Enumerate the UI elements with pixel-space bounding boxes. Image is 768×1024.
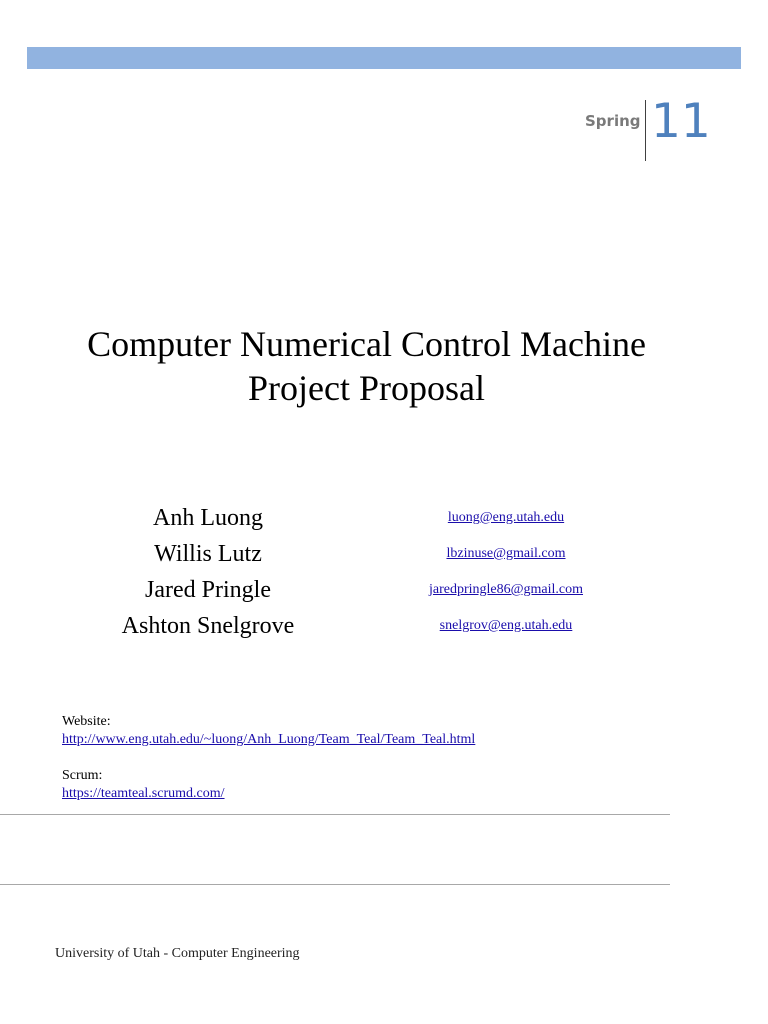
author-name: Willis Lutz xyxy=(154,540,262,567)
year-label: 11 xyxy=(651,94,711,149)
author-row xyxy=(60,608,700,644)
horizontal-rule xyxy=(0,884,670,885)
author-email-link[interactable]: jaredpringle86@gmail.com xyxy=(428,582,583,597)
author-row xyxy=(60,500,700,536)
author-list xyxy=(60,500,700,644)
website-label: Website: xyxy=(62,714,111,729)
author-email-link[interactable]: luong@eng.utah.edu xyxy=(447,510,565,525)
scrum-link[interactable]: https://teamteal.scrumd.com/ xyxy=(62,786,225,801)
semester-label: Spring xyxy=(585,112,641,130)
author-name: Ashton Snelgrove xyxy=(121,612,295,639)
horizontal-rule xyxy=(0,814,670,815)
author-email-link[interactable]: snelgrov@eng.utah.edu xyxy=(439,618,573,633)
author-row xyxy=(60,536,700,572)
scrum-label: Scrum: xyxy=(62,768,103,783)
document-title xyxy=(0,322,733,410)
author-name: Anh Luong xyxy=(153,504,263,531)
author-email-link[interactable]: lbzinuse@gmail.com xyxy=(446,546,566,561)
author-row xyxy=(60,572,700,608)
author-name: Jared Pringle xyxy=(145,576,271,603)
header-bar xyxy=(27,47,741,69)
links-section xyxy=(62,713,475,804)
title-line-2: Project Proposal xyxy=(248,368,485,408)
footer-text: University of Utah - Computer Engineering xyxy=(55,946,300,961)
header-divider xyxy=(645,100,646,161)
title-line-1: Computer Numerical Control Machine xyxy=(87,324,646,364)
website-link[interactable]: http://www.eng.utah.edu/~luong/Anh_Luong/Team_Teal/Team_Teal.html xyxy=(62,732,476,747)
